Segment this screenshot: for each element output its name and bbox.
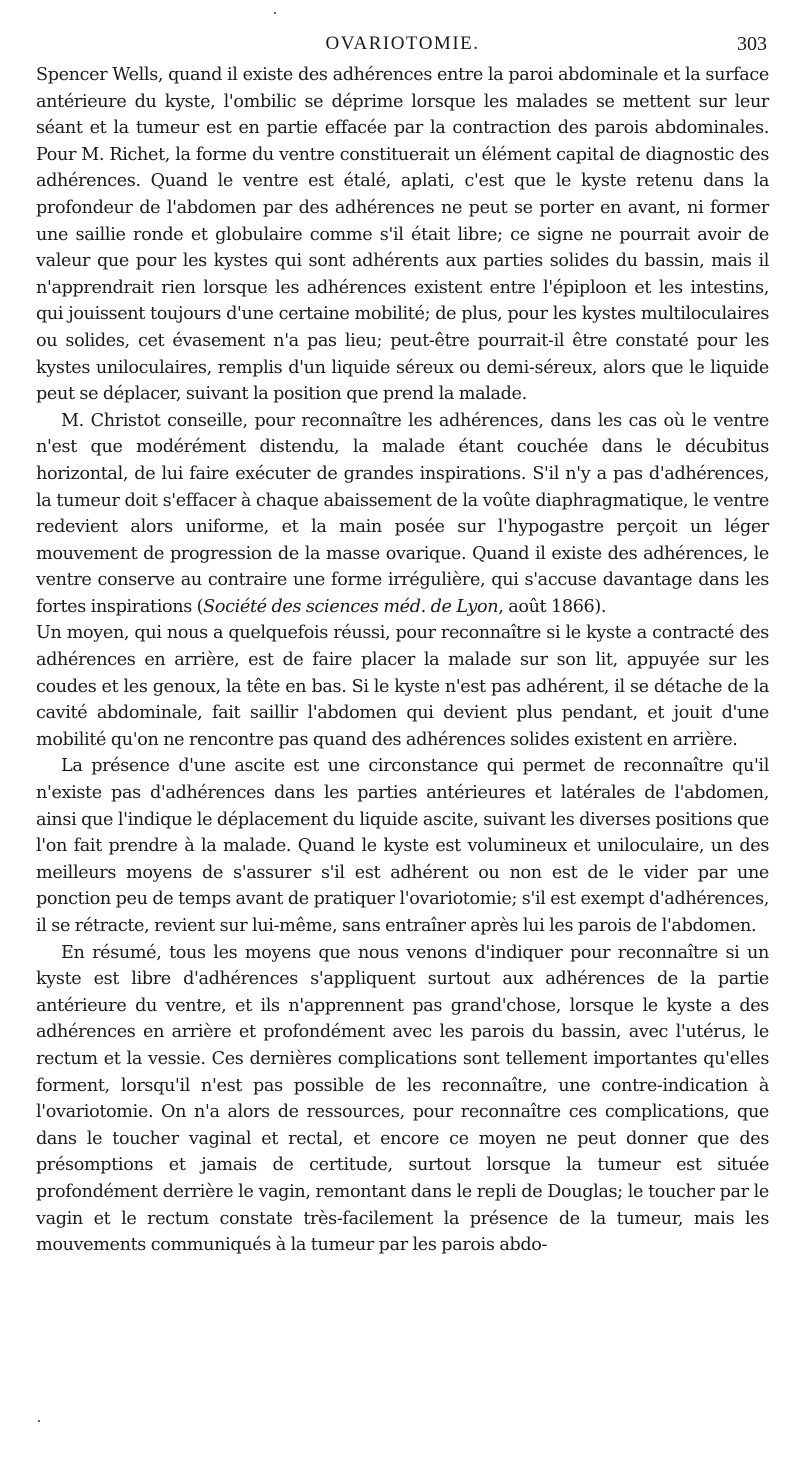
- paragraph-2-end: , août 1866).: [498, 596, 607, 617]
- paragraph-1: Spencer Wells, quand il existe des adhérences entre la paroi abdominale et la surface antérieure du kyste, l'ombilic se déprime lorsque les malades se mettent sur leur séant et la tumeur est en partie effacée par la contraction des parois abdominales. Pour M. Richet, la forme du ventre constituerait un élément capital de diagnostic des adhérences. Quand le ventre est étalé, aplati, c'est que le kyste retenu dans la profondeur de l'abdomen par des adhérences ne peut se porter en avant, ni former une saillie ronde et globulaire comme s'il était libre; ce signe ne pourrait avoir de valeur que pour les kystes qui sont adhérents aux parties solides du bassin, mais il n'apprendrait rien lorsque les adhérences existent entre l'épiploon et les intestins, qui jouissent toujours d'une certaine mobilité; de plus, pour les kystes multiloculaires ou solides, cet évasement n'a pas lieu; peut-être pourrait-il être constaté pour les kystes uniloculaires, remplis d'un liquide séreux ou demi-séreux, alors que le liquide peut se déplacer, suivant la position que prend la malade.: [36, 65, 769, 405]
- paragraph-4: La présence d'une ascite est une circonstance qui permet de reconnaître qu'il n'existe pas d'adhérences dans les parties antérieures et latérales de l'abdomen, ainsi que l'indique le déplacement du liquide ascite, suivant les diverses positions que l'on fait prendre à la malade. Quand le kyste est volumineux et uniloculaire, un des meilleurs moyens de s'assurer s'il est adhérent ou non est de le vider par une ponction peu de temps avant de pratiquer l'ovariotomie; s'il est exempt d'adhérences, il se rétracte, revient sur lui-même, sans entraîner après lui les parois de l'abdomen.: [36, 756, 769, 936]
- print-speck: [38, 1420, 40, 1422]
- paragraph-2: [36, 408, 769, 621]
- page-header: [36, 0, 769, 62]
- paragraph-2-text: M. Christot conseille, pour reconnaître les adhérences, dans les cas où le ventre n'est que modérément distendu, la malade étant couchée dans le décubitus horizontal, de lui faire exécuter de grandes inspirations. S'il n'y a pas d'adhérences, la tumeur doit s'effacer à chaque abaissement de la voûte diaphragmatique, le ventre redevient alors uniforme, et la main posée sur l'hypogastre perçoit un léger mouvement de progression de la masse ovarique. Quand il existe des adhérences, le ventre conserve au contraire une forme irrégulière, qui s'accuse davantage dans les fortes inspirations (: [36, 410, 769, 617]
- paragraph-3: Un moyen, qui nous a quelquefois réussi, pour reconnaître si le kyste a contracté des adhérences en arrière, est de faire placer la malade sur son lit, appuyée sur les coudes et les genoux, la tête en bas. Si le kyste n'est pas adhérent, il se détache de la cavité abdominale, fait saillir l'abdomen qui devient plus pendant, et jouit d'une mobilité qu'on ne rencontre pas quand des adhérences solides existent en arrière.: [36, 623, 769, 750]
- print-speck: [274, 12, 276, 14]
- book-page: [36, 0, 769, 1259]
- citation: Société des sciences méd. de Lyon: [203, 596, 499, 617]
- body-text: [36, 62, 769, 1259]
- paragraph-5: En résumé, tous les moyens que nous venons d'indiquer pour reconnaître si un kyste est libre d'adhérences s'appliquent surtout aux adhérences de la partie antérieure du ventre, et ils n'apprennent pas grand'chose, lorsque le kyste a des adhérences en arrière et profondément avec les parois du bassin, avec l'utérus, le rectum et la vessie. Ces dernières complications sont tellement importantes qu'elles forment, lorsqu'il n'est pas possible de les reconnaître, une contre-indication à l'ovariotomie. On n'a alors de ressources, pour reconnaître ces complications, que dans le toucher vaginal et rectal, et encore ce moyen ne peut donner que des présomptions et jamais de certitude, surtout lorsque la tumeur est située profondément derrière le vagin, remontant dans le repli de Douglas; le toucher par le vagin et le rectum constate très-facilement la présence de la tumeur, mais les mouvements communiqués à la tumeur par les parois abdo-: [36, 942, 769, 1256]
- running-title: OVARIOTOMIE.: [325, 33, 480, 54]
- page-number: 303: [737, 33, 767, 55]
